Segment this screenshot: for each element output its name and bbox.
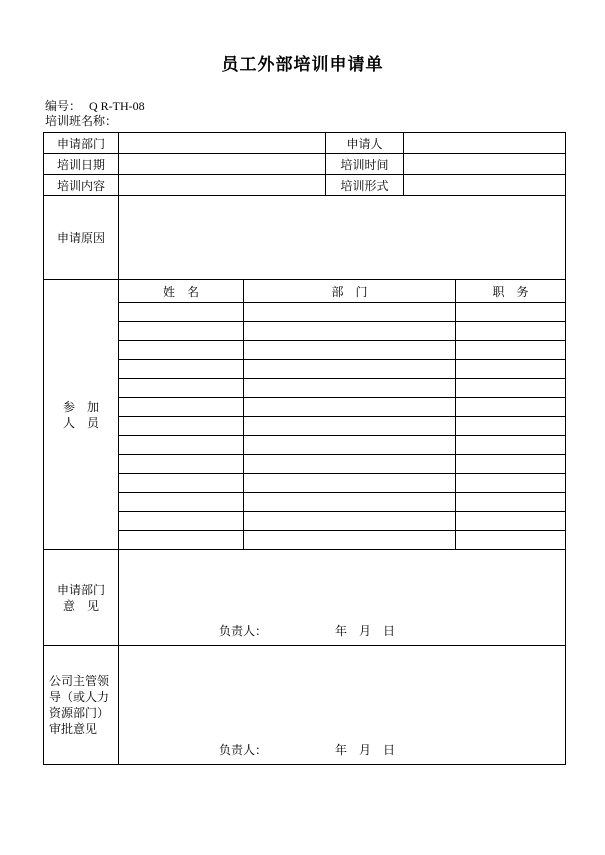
participant-title-cell[interactable]	[456, 512, 566, 531]
training-content-label: 培训内容	[44, 175, 119, 196]
participant-title-cell[interactable]	[456, 417, 566, 436]
participant-dept-cell[interactable]	[244, 322, 456, 341]
participant-name-cell[interactable]	[119, 379, 244, 398]
dept-date-label: 年 月 日	[335, 624, 396, 638]
dept-signer-label: 负责人：	[219, 624, 268, 638]
reason-label: 申请原因	[44, 196, 119, 280]
participant-title-cell[interactable]	[456, 398, 566, 417]
dept-opinion-label-line2: 意 见	[62, 598, 99, 613]
meta-block	[45, 99, 605, 129]
table-row	[44, 154, 566, 175]
doc-number-label: 编号：	[45, 99, 82, 113]
participant-row	[44, 531, 566, 550]
leader-opinion-row	[44, 646, 566, 765]
participant-row	[44, 493, 566, 512]
participants-label-line1: 参 加	[62, 399, 99, 414]
apply-dept-field[interactable]	[119, 133, 326, 154]
applicant-label: 申请人	[326, 133, 404, 154]
dept-opinion-label-line1: 申请部门	[56, 582, 105, 597]
participant-row	[44, 322, 566, 341]
training-form-label: 培训形式	[326, 175, 404, 196]
participants-header-name: 姓 名	[119, 280, 244, 303]
training-time-field[interactable]	[404, 154, 566, 175]
doc-number-value: Q R-TH-08	[89, 99, 145, 113]
participant-row	[44, 436, 566, 455]
leader-opinion-label-cell: 公司主管领导（或人力资源部门）审批意见	[44, 646, 119, 765]
participant-title-cell[interactable]	[456, 474, 566, 493]
leader-signer-line	[119, 741, 565, 758]
participants-label-line2: 人 员	[62, 415, 99, 430]
participant-dept-cell[interactable]	[244, 398, 456, 417]
participant-title-cell[interactable]	[456, 436, 566, 455]
participant-title-cell[interactable]	[456, 455, 566, 474]
participant-name-cell[interactable]	[119, 512, 244, 531]
participant-row	[44, 474, 566, 493]
leader-signer-label: 负责人：	[219, 743, 268, 757]
participant-row	[44, 417, 566, 436]
participant-dept-cell[interactable]	[244, 417, 456, 436]
table-row	[44, 133, 566, 154]
participant-dept-cell[interactable]	[244, 493, 456, 512]
participant-name-cell[interactable]	[119, 417, 244, 436]
training-form-field[interactable]	[404, 175, 566, 196]
participant-name-cell[interactable]	[119, 493, 244, 512]
leader-opinion-field[interactable]	[119, 646, 566, 765]
dept-signer-line	[119, 622, 565, 639]
participant-title-cell[interactable]	[456, 493, 566, 512]
training-time-label: 培训时间	[326, 154, 404, 175]
dept-opinion-label-cell	[44, 550, 119, 646]
participant-name-cell[interactable]	[119, 474, 244, 493]
participants-header-row	[44, 280, 566, 303]
participants-header-title: 职 务	[456, 280, 566, 303]
participant-name-cell[interactable]	[119, 303, 244, 322]
training-date-field[interactable]	[119, 154, 326, 175]
doc-number-line	[45, 99, 605, 114]
participant-title-cell[interactable]	[456, 341, 566, 360]
participant-dept-cell[interactable]	[244, 436, 456, 455]
participant-row	[44, 360, 566, 379]
table-row	[44, 175, 566, 196]
participant-name-cell[interactable]	[119, 322, 244, 341]
reason-row	[44, 196, 566, 280]
participant-name-cell[interactable]	[119, 455, 244, 474]
participant-row	[44, 398, 566, 417]
class-name-label: 培训班名称：	[45, 114, 118, 128]
participant-name-cell[interactable]	[119, 398, 244, 417]
apply-dept-label: 申请部门	[44, 133, 119, 154]
participant-name-cell[interactable]	[119, 360, 244, 379]
participant-dept-cell[interactable]	[244, 531, 456, 550]
training-content-field[interactable]	[119, 175, 326, 196]
participants-label-cell	[44, 280, 119, 550]
training-date-label: 培训日期	[44, 154, 119, 175]
participant-row	[44, 341, 566, 360]
participant-dept-cell[interactable]	[244, 341, 456, 360]
participant-dept-cell[interactable]	[244, 474, 456, 493]
leader-date-label: 年 月 日	[335, 743, 396, 757]
participant-dept-cell[interactable]	[244, 379, 456, 398]
reason-field[interactable]	[119, 196, 566, 280]
training-application-table	[43, 132, 566, 765]
dept-opinion-row	[44, 550, 566, 646]
participant-row	[44, 303, 566, 322]
participant-name-cell[interactable]	[119, 341, 244, 360]
participant-row	[44, 512, 566, 531]
page-title: 员工外部培训申请单	[221, 55, 384, 74]
participant-row	[44, 455, 566, 474]
participant-dept-cell[interactable]	[244, 360, 456, 379]
dept-opinion-field[interactable]	[119, 550, 566, 646]
participant-title-cell[interactable]	[456, 360, 566, 379]
class-name-line	[45, 114, 605, 129]
participant-title-cell[interactable]	[456, 379, 566, 398]
participant-title-cell[interactable]	[456, 531, 566, 550]
participant-title-cell[interactable]	[456, 303, 566, 322]
participant-dept-cell[interactable]	[244, 455, 456, 474]
participant-title-cell[interactable]	[456, 322, 566, 341]
participants-header-dept: 部 门	[244, 280, 456, 303]
applicant-field[interactable]	[404, 133, 566, 154]
participant-dept-cell[interactable]	[244, 512, 456, 531]
participant-dept-cell[interactable]	[244, 303, 456, 322]
participant-name-cell[interactable]	[119, 531, 244, 550]
participant-name-cell[interactable]	[119, 436, 244, 455]
participant-row	[44, 379, 566, 398]
